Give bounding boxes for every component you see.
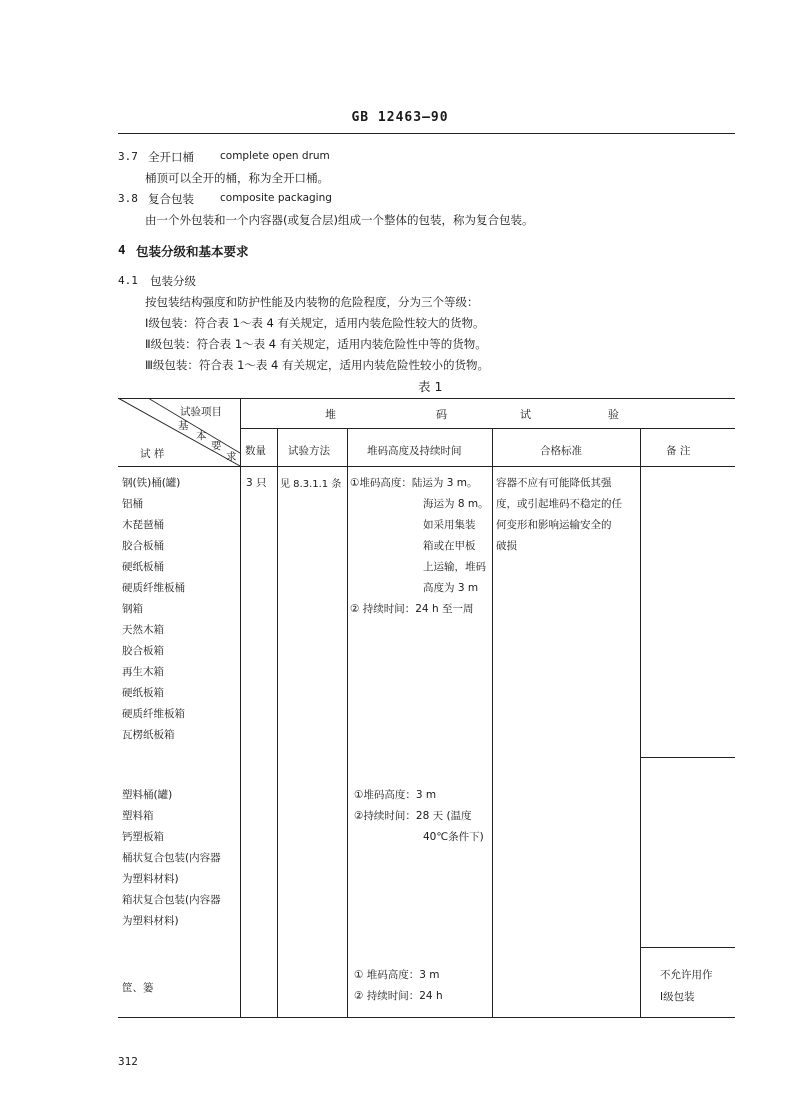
section-title: 包装分级和基本要求 — [136, 244, 249, 259]
table-sample: 瓦楞纸板箱 — [122, 729, 175, 741]
table-sample: 硬质纤维板桶 — [122, 582, 185, 594]
section-english: composite packaging — [220, 192, 332, 204]
table-sample: 木琵琶桶 — [122, 519, 164, 531]
page-number: 312 — [118, 1055, 138, 1068]
group-header-char: 试 — [520, 408, 531, 421]
col-header-remark: 备 注 — [666, 445, 691, 457]
level-item: Ⅱ级包装：符合表 1～表 4 有关规定，适用内装危险性中等的货物。 — [145, 337, 487, 351]
col-header-method: 试验方法 — [288, 445, 330, 457]
section-number: 3.8 — [118, 192, 138, 205]
table-sample: 硬纸板箱 — [122, 687, 164, 699]
table-group-rule — [640, 947, 735, 948]
table-criteria: 何变形和影响运输安全的 — [496, 519, 612, 531]
table-sample: 箱状复合包装(内容器 — [122, 894, 221, 906]
diag-label-char: 本 — [196, 430, 207, 442]
table-height: 高度为 3 m — [423, 582, 479, 594]
table-sample: 钙塑板箱 — [122, 831, 164, 843]
diag-label-test-item: 试验项目 — [180, 406, 222, 418]
table-sample: 钢(铁)桶(罐) — [122, 477, 181, 489]
table-sample: 铝桶 — [122, 498, 143, 510]
table-sample: 硬质纤维板箱 — [122, 708, 185, 720]
table-remark: Ⅰ级包装 — [660, 991, 695, 1003]
diag-label-char: 基 — [178, 420, 189, 432]
table-height: 箱或在甲板 — [423, 540, 476, 552]
table-sample: 为塑料材料) — [122, 915, 179, 927]
table-height: ① 堆码高度：3 m — [354, 969, 440, 981]
table-criteria: 容器不应有可能降低其强 — [496, 477, 612, 489]
header-rule — [118, 133, 735, 134]
table-height: ②持续时间：28 天 (温度 — [354, 810, 472, 822]
table-height: 上运输，堆码 — [423, 561, 486, 573]
table-header-rule — [240, 428, 735, 429]
table-height: ② 持续时间：24 h 至一周 — [350, 603, 474, 615]
level-item: Ⅲ级包装：符合表 1～表 4 有关规定，适用内装危险性较小的货物。 — [145, 358, 490, 372]
table-sample: 胶合板箱 — [122, 645, 164, 657]
table-sample: 胶合板桶 — [122, 540, 164, 552]
section-title: 全开口桶 — [148, 150, 194, 164]
diag-label-sample: 试 样 — [140, 448, 165, 460]
col-header-height: 堆码高度及持续时间 — [367, 445, 462, 457]
table-height: 如采用集装 — [423, 519, 476, 531]
section-number: 4.1 — [118, 274, 138, 287]
table-caption: 表 1 — [418, 379, 443, 394]
section-title: 复合包装 — [148, 192, 194, 206]
table-sample: 天然木箱 — [122, 624, 164, 636]
col-header-qty: 数量 — [245, 445, 266, 457]
diag-label-char: 求 — [226, 451, 237, 463]
table-height: ② 持续时间：24 h — [354, 990, 443, 1002]
table-col-rule — [277, 428, 278, 1017]
group-header-char: 验 — [608, 408, 619, 421]
level-item: Ⅰ级包装：符合表 1～表 4 有关规定，适用内装危险性较大的货物。 — [145, 316, 485, 330]
table-sample: 钢箱 — [122, 603, 143, 615]
table-col-rule — [347, 428, 348, 1017]
table-col-rule — [640, 428, 641, 1017]
table-method: 见 8.3.1.1 条 — [280, 479, 342, 490]
table-height: 40℃条件下) — [423, 831, 484, 843]
table-col-rule — [240, 398, 241, 1017]
table-sample: 塑料桶(罐) — [122, 789, 173, 801]
group-header-char: 堆 — [325, 408, 336, 421]
table-criteria: 度，或引起堆码不稳定的任 — [496, 498, 622, 510]
section-number: 4 — [118, 242, 126, 257]
table-height: ①堆码高度：3 m — [354, 789, 437, 801]
table-sample: 硬纸板桶 — [122, 561, 164, 573]
table-sample: 为塑料材料) — [122, 873, 179, 885]
table-sample: 桶状复合包装(内容器 — [122, 852, 221, 864]
section-title: 包装分级 — [150, 274, 196, 288]
standard-header: GB 12463—90 — [351, 110, 449, 125]
table-height: 海运为 8 m。 — [423, 498, 489, 510]
table-remark: 不允许用作 — [660, 969, 713, 981]
section-number: 3.7 — [118, 150, 138, 163]
table-criteria: 破损 — [496, 540, 517, 552]
diag-label-char: 要 — [211, 440, 222, 452]
section-body: 按包装结构强度和防护性能及内装物的危险程度，分为三个等级： — [145, 295, 479, 309]
table-sample: 再生木箱 — [122, 666, 164, 678]
group-header-char: 码 — [436, 408, 447, 421]
table-bottom-rule — [118, 1017, 735, 1018]
table-col-rule — [492, 428, 493, 1017]
section-english: complete open drum — [220, 150, 330, 162]
section-body: 桶顶可以全开的桶，称为全开口桶。 — [145, 171, 329, 185]
col-header-criteria: 合格标准 — [540, 445, 582, 457]
table-sample: 塑料箱 — [122, 810, 154, 822]
table-group-rule — [640, 757, 735, 758]
table-qty: 3 只 — [246, 477, 267, 489]
section-body: 由一个外包装和一个内容器(或复合层)组成一个整体的包装，称为复合包装。 — [145, 213, 534, 227]
table-height: ①堆码高度：陆运为 3 m。 — [350, 477, 478, 489]
table-sample: 筐、篓 — [122, 982, 154, 994]
